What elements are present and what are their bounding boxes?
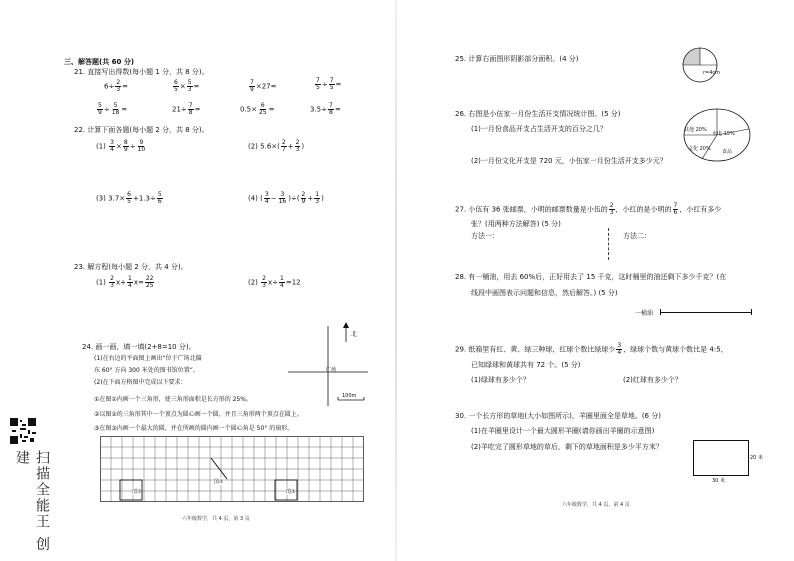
q24-line: ①在图①内画一个三角形，使三角形面积是长方形的 25%。 — [94, 396, 253, 403]
fraction: $\frac{2}{3}$ — [116, 79, 121, 93]
q21-item-6: 21÷ $\frac{7}{8}$ = — [172, 102, 201, 116]
scanner-watermark: 扫描全能王 创建 — [14, 450, 50, 553]
pie-label-culture: 文化 20% — [688, 146, 711, 152]
q24-line: 东 60° 方向 300 米处的图书馆位置”。 — [94, 367, 199, 374]
q24-line: (1)在右边的平面图上画出“位于广场北偏 — [94, 355, 202, 362]
right-footer: 六年级数学，共 4 页，第 4 页 — [562, 502, 630, 508]
oil-bar-line — [660, 312, 752, 313]
fig2-label: 图② — [214, 479, 224, 485]
north-label: 北 — [351, 331, 358, 338]
square-label: 广场 — [326, 367, 337, 373]
lawn-width-label: 20 米 — [750, 455, 763, 461]
q29-sub1: (1)绿球有多少个？ — [471, 376, 530, 384]
q25-title: 25. 计算右面图形阴影部分面积。(4 分) — [455, 55, 579, 63]
q25-figure — [680, 46, 720, 84]
lawn-length-label: 30 米 — [712, 478, 725, 484]
oil-bar-start — [660, 309, 661, 315]
q22-item-3: (3) 3.7× $\frac{6}{5}$ +1.3÷ $\frac{5}{6}$ — [96, 191, 162, 205]
scale-label: 100m — [342, 393, 357, 399]
page-divider — [395, 0, 397, 561]
pie-label-other: 其他 20% — [684, 127, 707, 133]
q29-line1: 29. 纸箱里有红、黄、绿三种球，红球个数比绿球少 $\frac{3}{4}$ ，绿球个数与黄球个数比是 4:5， — [455, 342, 728, 356]
q23-title: 23. 解方程(每小题 2 分，共 4 分)。 — [74, 263, 188, 271]
q29-line2: 已知绿球和黄球共有 72 个。(5 分) — [471, 361, 581, 369]
fig1-label: 图① — [132, 489, 142, 495]
q21-title: 21. 直接写出得数(每小题 1 分，共 8 分)。 — [74, 68, 209, 76]
q21-item-1: 6÷ $\frac{2}{3}$ = — [104, 79, 129, 93]
oil-bar-end — [751, 309, 752, 315]
q24-line: ②以图②的三角形其中一个顶点为圆心画一个圆，并且三角形两个顶点在圆上。 — [94, 411, 303, 418]
q22-item-4: (4) ( $\frac{3}{4}$ − $\frac{3}{16}$ )÷( $\frac{2}{9}$ + $\frac{1}{3}$ ) — [248, 191, 324, 205]
q24-line: ③在图③内画一个最大的圆，并在所画的圆内画一个圆心角是 50° 的扇形。 — [94, 425, 294, 432]
fig3-label: 图③ — [286, 489, 296, 495]
pie-label-food: 食品 — [722, 149, 733, 155]
q21-item-7: 0.5× $\frac{6}{25}$ = — [240, 102, 275, 116]
lawn-rectangle — [693, 440, 749, 476]
q21-item-5: $\frac{5}{9}$ ÷ $\frac{5}{18}$ = — [98, 102, 128, 116]
q30-sub1: (1)在羊圈里设计一个最大圆形羊圈(请你画出羊圈的示意图) — [471, 427, 655, 435]
q26-title: 26. 右图是小伍家一月份生活开支情况统计图。(5 分) — [455, 110, 621, 118]
q24-line: (2)在下面方格图中完成以下要求： — [94, 379, 187, 386]
oil-bar-label: 一桶油 — [635, 310, 654, 317]
q29-sub2: (2)红球有多少个？ — [623, 376, 682, 384]
q22-item-2: (2) 5.6×( $\frac{2}{7}$ + $\frac{2}{3}$ ) — [248, 139, 305, 153]
q21-item-3: $\frac{7}{9}$ ×27= — [250, 79, 277, 93]
section-title: 三、解答题(共 60 分) — [64, 58, 135, 66]
q28-line2: 线段中画图表示问题和信息，然后解答。) (5 分) — [471, 289, 618, 297]
q23-eq-1: (1) $\frac{2}{3}$ x+ $\frac{1}{4}$ x= $\frac{22}{25}$ — [96, 275, 154, 289]
q21-item-4: $\frac{7}{5}$ ÷ $\frac{7}{5}$ = — [316, 77, 342, 91]
q21-item-8: 3.5÷ $\frac{7}{8}$ = — [310, 102, 341, 116]
q22-item-1: (1) $\frac{3}{4}$ × $\frac{8}{9}$ ÷ $\frac{9}{10}$ — [96, 139, 146, 153]
q27-line1: 27. 小伍有 36 张邮票，小明的邮票数量是小伍的 $\frac{2}{3}$ ，小红的是小明的 $\frac{7}{6}$ ，小红有多少 — [455, 202, 722, 216]
q27-method2: 方法二： — [623, 232, 651, 240]
q30-sub2: (2)羊吃完了圆形草地的草后，剩下的草地面积是多少平方米？ — [471, 443, 663, 451]
q26-sub2: (2)一月份文化开支是 720 元，小伍家一月份生活开支多少元？ — [471, 157, 667, 165]
q26-sub1: (1)一月份食品开支占生活开支的百分之几？ — [471, 125, 607, 133]
q23-eq-2: (2) $\frac{2}{3}$ x÷ $\frac{1}{4}$ =12 — [248, 275, 301, 289]
method-divider — [608, 228, 609, 260]
q24-title: 24. 画一画，填一填(2+8=10 分)。 — [82, 343, 196, 351]
q27-line2: 张？(用两种方法解答) (5 分) — [471, 220, 561, 228]
left-footer: 六年级数学，共 4 页，第 3 页 — [182, 516, 250, 522]
qr-code-icon — [10, 418, 36, 444]
pie-label-utilities: 水电 15% — [712, 131, 735, 137]
q25-radius-label: r=4cm — [703, 70, 721, 76]
q28-line1: 28. 有一桶油，用去 60%后，正好用去了 15 千克，这时桶里的油还剩下多少千克？(在 — [455, 273, 727, 281]
q27-method1: 方法一： — [471, 232, 499, 240]
q30-title: 30. 一个长方形的草地(大小如图所示)，羊圈里面全是草地。(6 分) — [455, 412, 661, 420]
q21-item-2: $\frac{6}{5}$ × $\frac{5}{3}$ = — [174, 79, 200, 93]
q22-title: 22. 计算下面各题(每小题 2 分，共 8 分)。 — [74, 126, 209, 134]
